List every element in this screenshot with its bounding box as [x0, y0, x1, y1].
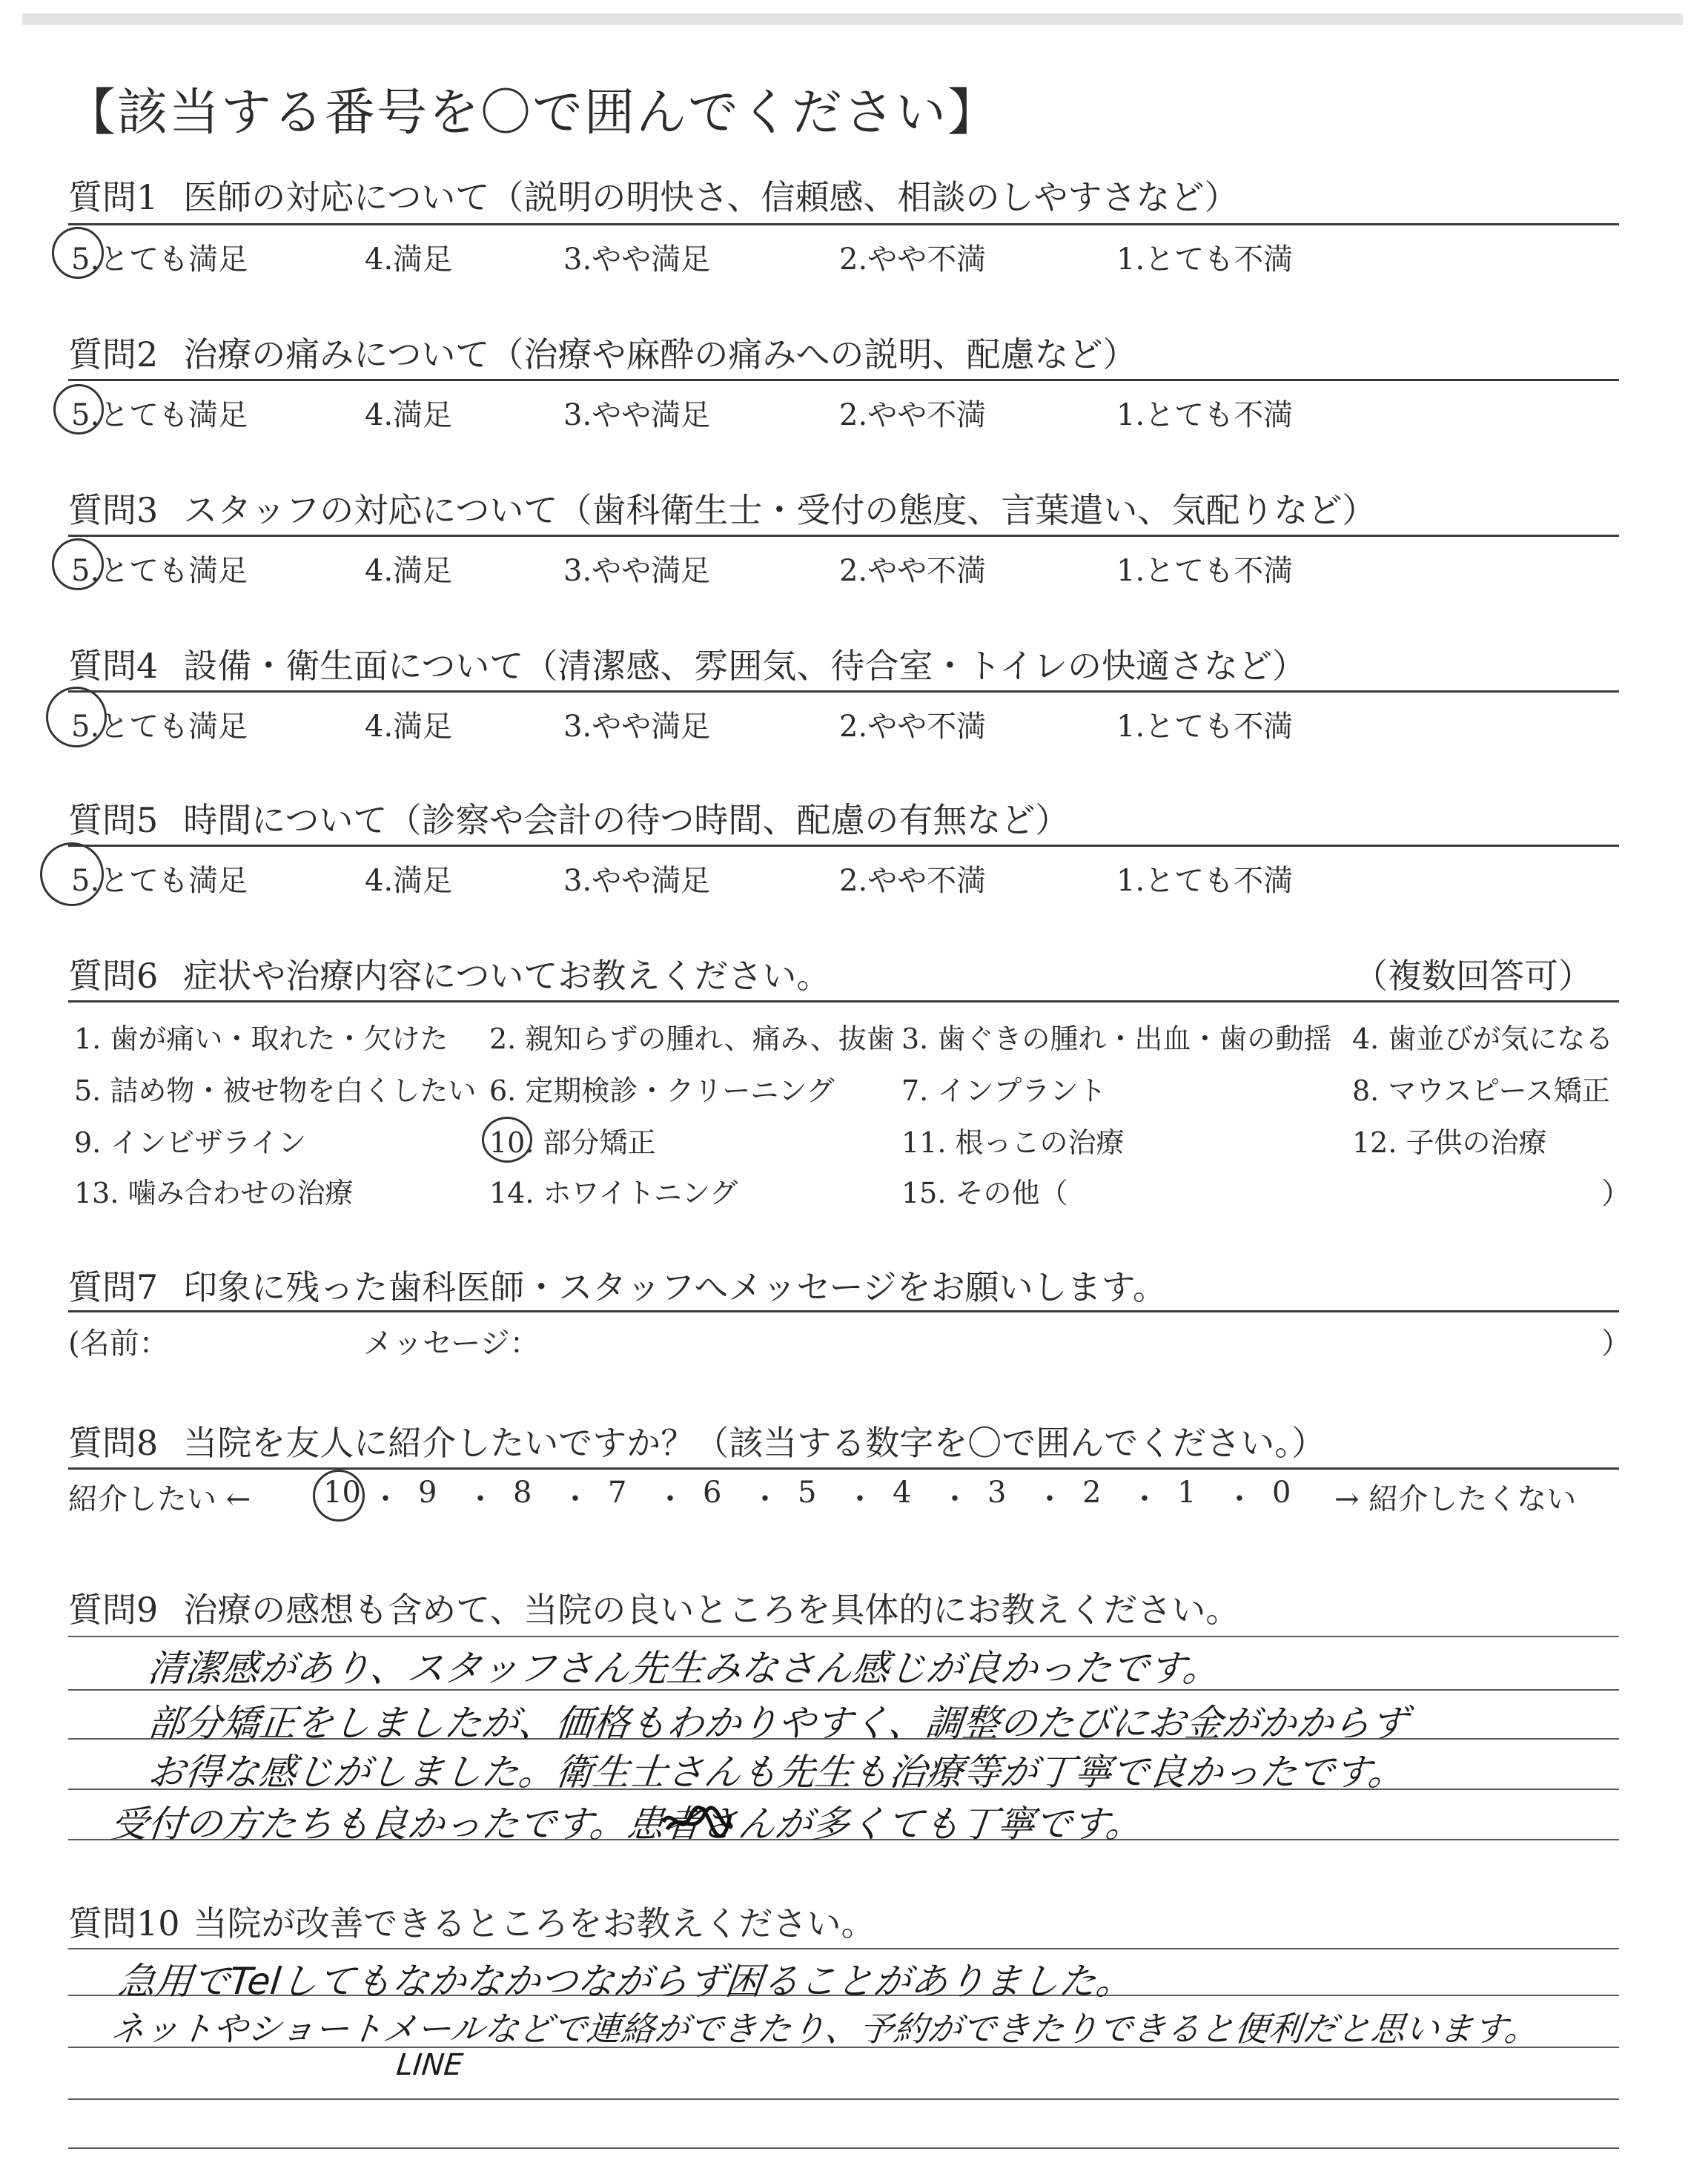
question-number: 質問4	[68, 646, 159, 686]
symptom-option-1[interactable]: 1. 歯が痛い・取れた・欠けた	[74, 1023, 448, 1055]
question-number: 質問1	[68, 177, 159, 217]
option-2[interactable]: 2.やや不満	[839, 554, 987, 588]
scale-value-9[interactable]: 9	[418, 1476, 437, 1510]
symptom-option-10[interactable]: 10. 部分矯正	[489, 1126, 656, 1159]
handwritten-answer-line: ネットやショートメールなどで連絡ができたり、予約ができたりできると便利だと思います。	[108, 2009, 1541, 2049]
option-2[interactable]: 2.やや不満	[839, 242, 987, 277]
option-2[interactable]: 2.やや不満	[839, 710, 987, 744]
option-5[interactable]: 5.とても満足	[71, 554, 248, 588]
option-3[interactable]: 3.やや満足	[563, 554, 711, 588]
scale-separator: ・	[1225, 1482, 1254, 1516]
selection-circle	[52, 227, 104, 279]
handwritten-answer-line: 急用でTelしてもなかなかつながらず困ることがありました。	[116, 1960, 1136, 2003]
question-text: 症状や治療内容についてお教えください。	[183, 956, 831, 996]
scale-separator: ・	[1035, 1482, 1065, 1516]
scale-value-3[interactable]: 3	[987, 1476, 1007, 1510]
option-1[interactable]: 1.とても不満	[1116, 242, 1294, 277]
scale-value-5[interactable]: 5	[798, 1476, 817, 1510]
scale-separator: ・	[371, 1482, 400, 1516]
question-text: 医師の対応について（説明の明快さ、信頼感、相談のしやすさなど）	[183, 177, 1239, 217]
selection-circle	[313, 1470, 365, 1522]
question-number: 質問7	[68, 1267, 159, 1307]
scale-value-4[interactable]: 4	[893, 1476, 912, 1510]
symptom-option-8[interactable]: 8. マウスピース矯正	[1352, 1074, 1610, 1107]
option-5[interactable]: 5.とても満足	[71, 710, 248, 744]
question-text: 治療の痛みについて（治療や麻酔の痛みへの説明、配慮など）	[183, 334, 1137, 374]
option-4[interactable]: 4.満足	[365, 864, 453, 898]
symptom-option-7[interactable]: 7. インプラント	[901, 1074, 1107, 1107]
scale-separator: ・	[1130, 1482, 1159, 1516]
question-10	[68, 1897, 875, 1946]
scale-value-10[interactable]: 10	[323, 1476, 361, 1510]
question-6	[68, 949, 830, 998]
handwritten-answer-line: お得な感じがしました。衛生士さんも先生も治療等が丁寧で良かったです。	[145, 1751, 1408, 1794]
symptom-option-9[interactable]: 9. インビザライン	[74, 1126, 307, 1159]
question-number: 質問3	[68, 490, 159, 530]
handwritten-answer-line: 部分矯正をしましたが、価格もわかりやすく、調整のたびにお金がかからず	[145, 1702, 1410, 1745]
option-2[interactable]: 2.やや不満	[839, 864, 987, 898]
question-rule	[68, 690, 1619, 693]
scribble-mark	[660, 1803, 734, 1840]
option-1[interactable]: 1.とても不満	[1116, 398, 1294, 432]
question-7	[68, 1261, 1167, 1309]
handwritten-answer-line: 清潔感があり、スタッフさん先生みなさん感じが良かったです。	[145, 1647, 1222, 1690]
scale-separator: ・	[560, 1482, 590, 1516]
question-number: 質問5	[68, 800, 159, 840]
answer-line	[68, 2147, 1619, 2149]
handwritten-answer-line: 受付の方たちも良かったです。患者さんが多くても丁寧です。	[108, 1803, 1145, 1846]
option-1[interactable]: 1.とても不満	[1116, 554, 1294, 588]
scale-value-1[interactable]: 1	[1177, 1476, 1196, 1510]
symptom-option-13[interactable]: 13. 噛み合わせの治療	[74, 1177, 354, 1209]
page-title: 【該当する番号を〇で囲んでください】	[65, 84, 1000, 142]
scale-value-0[interactable]: 0	[1272, 1476, 1291, 1510]
message-label: メッセージ：	[363, 1327, 540, 1361]
question-text: スタッフの対応について（歯科衛生士・受付の態度、言葉遣い、気配りなど）	[183, 490, 1377, 530]
handwritten-inserted-note: LINE	[394, 2048, 465, 2082]
option-3[interactable]: 3.やや満足	[563, 242, 711, 277]
symptom-option-2[interactable]: 2. 親知らずの腫れ、痛み、抜歯	[489, 1023, 895, 1055]
scale-value-7[interactable]: 7	[608, 1476, 627, 1510]
answer-line	[68, 2098, 1619, 2100]
answer-line	[68, 1948, 1619, 1949]
scale-separator: ・	[655, 1482, 685, 1516]
question-text: 当院が改善できるところをお教えください。	[193, 1903, 875, 1943]
question-text: 設備・衛生面について（清潔感、雰囲気、待合室・トイレの快適さなど）	[183, 646, 1307, 686]
close-paren: ）	[1601, 1177, 1631, 1211]
question-4	[68, 639, 1306, 688]
question-3	[68, 483, 1376, 532]
recommend-left-label: 紹介したい ←	[68, 1482, 251, 1516]
scale-value-2[interactable]: 2	[1082, 1476, 1102, 1510]
multiple-answer-note: （複数回答可）	[1354, 956, 1592, 996]
option-5[interactable]: 5.とても満足	[71, 398, 248, 432]
question-text: 当院を友人に紹介したいですか？（該当する数字を〇で囲んでください。）	[183, 1423, 1326, 1463]
scale-separator: ・	[750, 1482, 780, 1516]
symptom-option-6[interactable]: 6. 定期検診・クリーニング	[489, 1074, 835, 1107]
question-rule	[68, 1310, 1619, 1312]
question-number: 質問8	[68, 1423, 159, 1463]
scale-separator: ・	[466, 1482, 495, 1516]
scale-separator: ・	[845, 1482, 875, 1516]
option-2[interactable]: 2.やや不満	[839, 398, 987, 432]
option-4[interactable]: 4.満足	[365, 242, 453, 277]
answer-line	[68, 1636, 1619, 1637]
symptom-option-12[interactable]: 12. 子供の治療	[1352, 1126, 1547, 1159]
symptom-option-14[interactable]: 14. ホワイトニング	[489, 1177, 738, 1209]
selection-circle	[53, 384, 104, 435]
selection-circle	[40, 842, 104, 906]
recommend-right-label: → 紹介したくない	[1334, 1482, 1577, 1516]
selection-circle	[46, 687, 107, 747]
question-rule	[68, 845, 1619, 847]
question-rule	[68, 1000, 1619, 1003]
question-text: 治療の感想も含めて、当院の良いところを具体的にお教えください。	[183, 1590, 1240, 1630]
question-9	[68, 1583, 1239, 1632]
option-4[interactable]: 4.満足	[365, 710, 453, 744]
selection-circle	[52, 538, 104, 590]
question-number: 質問2	[68, 334, 159, 374]
question-8	[68, 1416, 1325, 1465]
scale-value-6[interactable]: 6	[703, 1476, 722, 1510]
option-4[interactable]: 4.満足	[365, 398, 453, 432]
option-5[interactable]: 5.とても満足	[71, 242, 248, 277]
question-rule	[68, 1467, 1619, 1470]
option-3[interactable]: 3.やや満足	[563, 864, 711, 898]
symptom-option-15[interactable]: 15. その他（	[901, 1177, 1068, 1209]
option-3[interactable]: 3.やや満足	[563, 398, 711, 432]
question-rule	[68, 379, 1619, 381]
question-2	[68, 328, 1136, 377]
option-1[interactable]: 1.とても不満	[1116, 864, 1294, 898]
option-1[interactable]: 1.とても不満	[1116, 710, 1294, 744]
question-text: 時間について（診察や会計の待つ時間、配慮の有無など）	[183, 800, 1070, 840]
symptom-option-4[interactable]: 4. 歯並びが気になる	[1352, 1023, 1614, 1055]
symptom-option-11[interactable]: 11. 根っこの治療	[901, 1126, 1125, 1159]
scale-value-8[interactable]: 8	[513, 1476, 532, 1510]
question-rule	[68, 223, 1619, 225]
question-5	[68, 793, 1069, 842]
close-paren: ）	[1601, 1327, 1631, 1361]
scan-top-edge	[22, 13, 1683, 25]
name-label: (名前：	[68, 1327, 169, 1361]
selection-circle	[482, 1117, 532, 1163]
option-4[interactable]: 4.満足	[365, 554, 453, 588]
scale-separator: ・	[940, 1482, 970, 1516]
question-number: 質問6	[68, 956, 159, 996]
question-number: 質問10	[68, 1903, 180, 1943]
question-number: 質問9	[68, 1590, 159, 1630]
question-1	[68, 171, 1239, 219]
option-3[interactable]: 3.やや満足	[563, 710, 711, 744]
question-rule	[68, 535, 1619, 537]
option-5[interactable]: 5.とても満足	[71, 864, 248, 898]
symptom-option-3[interactable]: 3. 歯ぐきの腫れ・出血・歯の動揺	[901, 1023, 1332, 1055]
question-text: 印象に残った歯科医師・スタッフへメッセージをお願いします。	[183, 1267, 1167, 1307]
symptom-option-5[interactable]: 5. 詰め物・被せ物を白くしたい	[74, 1074, 477, 1107]
